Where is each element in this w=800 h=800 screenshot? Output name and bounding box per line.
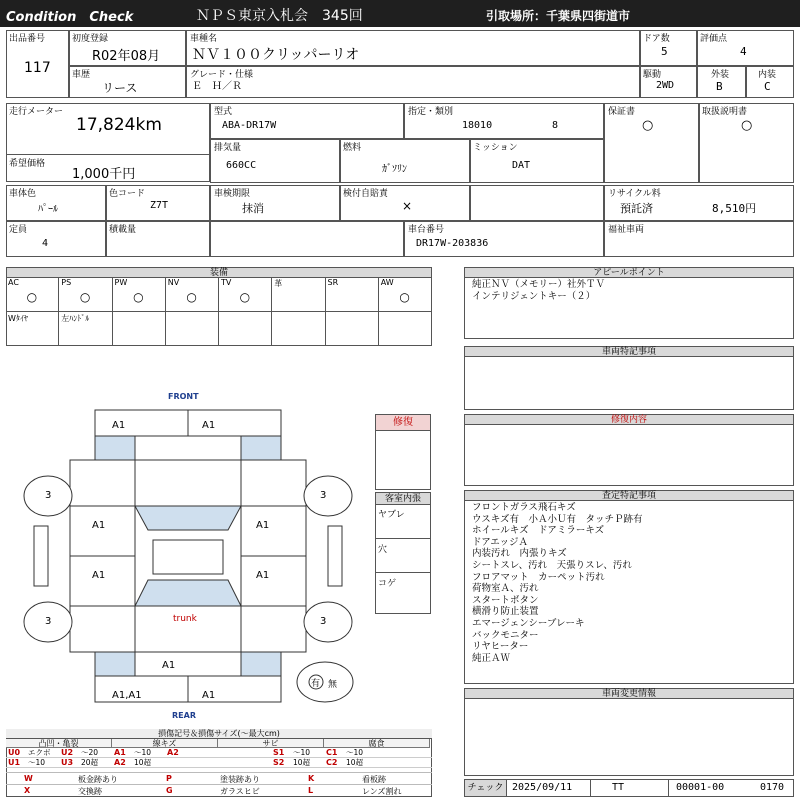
int-value: C [764, 80, 771, 93]
warranty-label: 保証書 [608, 107, 636, 117]
legend-head-1: 線キズ [112, 739, 218, 748]
spec-value-1: 18010 [462, 120, 493, 131]
legend-code: A1 [114, 748, 126, 757]
ari-label: 有 [311, 679, 321, 689]
legend-code: L [308, 786, 314, 795]
legend-cell [324, 748, 432, 758]
tax-value: × [402, 199, 413, 213]
footer-divider-1 [590, 780, 591, 796]
text-line: ドアエッジＡ [472, 536, 529, 548]
legend-code: S2 [273, 758, 285, 767]
warranty-value: ○ [642, 118, 654, 133]
legend-desc: 20超 [81, 758, 99, 767]
text-line: インテリジェントキー（２） [472, 290, 596, 302]
equipment-row2-cell-6 [326, 312, 379, 346]
text-line: ウスキズ有 小Ａ小Ｕ有 タッチＰ跡有 [472, 513, 643, 525]
doors-label: ドア数 [643, 34, 670, 44]
equipment-mark: ○ [133, 290, 144, 304]
legend-desc: 交換跡 [78, 787, 102, 796]
legend-cell [6, 758, 59, 768]
equipment-code: TV [221, 278, 232, 287]
model-label: 型式 [214, 107, 233, 117]
equipment-grid [6, 278, 432, 346]
text-line: 内装汚れ 内張りキズ [472, 548, 567, 560]
ext-label: 外装 [711, 70, 730, 80]
legend-head-3: 腐食 [324, 739, 430, 748]
doors-value: 5 [661, 45, 668, 58]
equipment-row2-cell-1 [59, 312, 112, 346]
cc-value: 660CC [226, 160, 257, 171]
wheel-mark-fl: 3 [45, 490, 52, 501]
mark-right-front: A1 [256, 520, 270, 531]
tax-label: 検付自賠責 [343, 189, 389, 199]
legend-cell [165, 758, 271, 768]
equipment-code: AC [8, 278, 19, 287]
mark-left-rear: A1 [92, 570, 106, 581]
equipment-row2-cell-7 [379, 312, 432, 346]
footer-divider-2 [668, 780, 669, 796]
welfare-label: 福祉車両 [608, 225, 645, 235]
reg-value: R02年08月 [92, 49, 161, 64]
manual-value: ○ [741, 118, 753, 133]
legend-cell [6, 784, 148, 796]
text-line: フロアマット カーペット汚れ [472, 571, 605, 583]
equipment-row2-cell-5 [272, 312, 325, 346]
legend-code: U1 [8, 758, 21, 767]
appeal-lines [472, 279, 605, 302]
interior-divider-2 [376, 572, 430, 573]
inspection-lines [472, 502, 643, 664]
int-label: 内装 [758, 70, 777, 80]
legend-code: W [24, 774, 33, 783]
legend-cell [324, 758, 432, 768]
legend-code: A2 [114, 758, 126, 767]
legend-desc: 看板跡 [362, 775, 386, 784]
nashi-label: 無 [328, 680, 338, 690]
model-value: ABA-DR17W [222, 120, 277, 131]
name-label: 車種名 [190, 34, 218, 44]
fuel-label: 燃料 [343, 143, 362, 153]
equipment-mark: ○ [26, 290, 38, 304]
chassis-value: DR17W-203836 [416, 238, 489, 249]
legend-desc: 塗装跡あり [220, 775, 260, 784]
seats-value: 4 [42, 238, 49, 249]
legend-desc: ～10 [134, 748, 152, 757]
interior-item-2: コゲ [378, 579, 397, 589]
text-line: フロントガラス飛石キズ [472, 502, 576, 513]
text-line: バックモニター [472, 629, 539, 641]
legend-desc: 10超 [346, 758, 364, 767]
score-value: 4 [740, 45, 747, 58]
legend-cell [165, 748, 271, 758]
legend-cell [290, 772, 432, 784]
footer-staff: TT [612, 782, 625, 793]
equipment-code: PS [61, 278, 72, 287]
pickup-location: 引取場所：千葉県四街道市 [486, 9, 631, 23]
equipment-cell-7 [379, 278, 432, 312]
mission-value: DAT [512, 160, 531, 171]
legend-desc: ～10 [346, 748, 364, 757]
legend-cell [290, 784, 432, 796]
legend-code: K [308, 774, 315, 783]
color-value: ﾊﾟｰﾙ [38, 204, 58, 215]
legend-code: C1 [326, 748, 338, 757]
history-label: 車歴 [72, 70, 91, 80]
equipment-row2-label: Wﾀｲﾔ [8, 314, 28, 323]
equipment-code: 革 [274, 279, 283, 288]
recycle-amount: 8,510円 [712, 202, 757, 215]
cc-label: 排気量 [214, 143, 242, 153]
equipment-mark: ○ [239, 290, 251, 304]
color-code-label: 色コード [109, 189, 146, 199]
reg-label: 初度登録 [72, 34, 109, 44]
color-code-value: Z7T [150, 200, 169, 211]
legend-desc: 10超 [134, 758, 152, 767]
equipment-row2-cell-4 [219, 312, 272, 346]
legend-title: 損傷記号＆損傷サイズ(～最大cm) [6, 729, 432, 739]
equipment-row2-cell-2 [113, 312, 166, 346]
equipment-title: 装備 [7, 268, 431, 278]
fuel-value: ｶﾞｿﾘﾝ [382, 164, 407, 175]
ext-value: B [716, 80, 723, 93]
legend-cell [148, 784, 290, 796]
mark-top-right: A1 [202, 420, 216, 431]
inspect-label: 車検期限 [214, 189, 251, 199]
diagram-rear-label: REAR [172, 711, 196, 720]
equipment-cell-1 [59, 278, 112, 312]
text-line: 純正ＡＷ [472, 652, 511, 664]
legend-head-0: 凸凹・亀裂 [6, 739, 112, 748]
mark-left-front: A1 [92, 520, 106, 531]
grade-box [186, 66, 640, 98]
lot-label: 出品番号 [9, 34, 46, 44]
legend-cell [148, 772, 290, 784]
inspect-value: 抹消 [242, 202, 264, 215]
wheel-mark-rl: 3 [45, 616, 52, 627]
changes-box [464, 688, 794, 776]
legend-code: G [166, 786, 173, 795]
car-name: ＮＶ１００クリッパーリオ [192, 47, 360, 63]
text-line: 純正ＮＶ（メモリー）社外ＴＶ [472, 279, 606, 290]
load-label: 積載量 [109, 225, 137, 235]
manual-label: 取扱説明書 [702, 107, 748, 117]
blank-box [210, 221, 404, 257]
equipment-row2-cell-0 [6, 312, 59, 346]
inspection-title: 査定特記事項 [465, 491, 793, 501]
text-line: リヤヒーター [472, 641, 529, 653]
grade-label: グレード・仕様 [190, 70, 254, 80]
footer-date: 2025/09/11 [512, 782, 573, 793]
legend-code: P [166, 774, 172, 783]
equipment-cell-0 [6, 278, 59, 312]
equipment-cell-4 [219, 278, 272, 312]
legend-desc: ～20 [81, 748, 99, 757]
legend-code: U3 [61, 758, 74, 767]
legend-desc: 板金跡あり [78, 775, 118, 784]
history-value: リース [102, 81, 138, 95]
equipment-row2-label: 左ﾊﾝﾄﾞﾙ [61, 314, 90, 323]
recycle-status: 預託済 [620, 202, 653, 215]
wheel-mark-rr: 3 [320, 616, 327, 627]
equipment-cell-6 [326, 278, 379, 312]
price-label: 希望価格 [9, 159, 46, 169]
interior-item-1: 穴 [378, 545, 388, 555]
odo-value: 17,824km [76, 115, 162, 135]
legend-code: U0 [8, 748, 21, 757]
color-label: 車体色 [9, 189, 37, 199]
drive-value: 2WD [656, 80, 675, 91]
legend-cell [6, 772, 148, 784]
chassis-label: 車台番号 [408, 225, 445, 235]
lot-number: 117 [24, 60, 51, 76]
legend-code: X [24, 786, 31, 795]
text-line: ホイールキズ ドアミラーキズ [472, 525, 605, 537]
legend-code: A2 [167, 748, 179, 757]
spec-value-2: 8 [552, 120, 559, 131]
equipment-cell-5 [272, 278, 325, 312]
equipment-cell-3 [166, 278, 219, 312]
mark-rear-lower-left: A1,A1 [112, 690, 142, 701]
header-title: Condition Check [6, 10, 134, 25]
legend-cell [112, 748, 165, 758]
mark-right-rear: A1 [256, 570, 270, 581]
interior-title: 客室内張 [376, 493, 430, 505]
legend-cell [271, 748, 324, 758]
special-title: 車両特記事項 [465, 347, 793, 357]
interior-item-0: ヤブレ [378, 510, 405, 520]
equipment-cell-2 [113, 278, 166, 312]
equipment-code: PW [114, 278, 128, 287]
legend-desc: レンズ割れ [362, 787, 402, 796]
wheel-mark-fr: 3 [320, 490, 327, 501]
tax-box-2 [470, 185, 604, 221]
equipment-mark: ○ [79, 290, 91, 304]
legend-code: U2 [61, 748, 74, 757]
legend-desc: 10超 [293, 758, 311, 767]
car-diagram [20, 400, 370, 710]
legend-desc: ～10 [293, 748, 311, 757]
equipment-row2-cell-3 [166, 312, 219, 346]
equipment-code: SR [327, 278, 339, 287]
auction-name: ＮＰＳ東京入札会 345回 [196, 8, 363, 24]
score-label: 評価点 [700, 34, 728, 44]
text-line: スタートボタン [472, 594, 539, 606]
legend-desc: エクボ [28, 748, 51, 757]
legend-cell [59, 758, 112, 768]
mark-rear-lower-right: A1 [202, 690, 216, 701]
repair-content-title: 修復内容 [465, 415, 793, 425]
changes-title: 車両変更情報 [465, 689, 793, 699]
interior-divider-1 [376, 538, 430, 539]
legend-code: C2 [326, 758, 338, 767]
equipment-code: AW [380, 278, 394, 287]
text-line: シートスレ、汚れ 天張りスレ、汚れ [472, 559, 632, 571]
trunk-label: trunk [173, 614, 197, 624]
equipment-mark: ○ [399, 290, 410, 304]
spec-label: 指定・類別 [408, 107, 454, 117]
diagram-front-label: FRONT [168, 392, 199, 401]
recycle-label: リサイクル料 [608, 189, 661, 199]
text-line: 横滑り防止装置 [472, 606, 539, 618]
footer-check-label: チェック [465, 780, 507, 796]
text-line: エマージェンシーブレーキ [472, 617, 585, 629]
mark-rear-upper: A1 [162, 660, 176, 671]
legend-grid [6, 739, 432, 797]
text-line: 荷物室Ａ、汚れ [472, 583, 539, 595]
repair-label: 修復 [376, 415, 430, 431]
footer-code-1: 00001-00 [676, 782, 725, 793]
legend-cell [6, 748, 59, 758]
odo-label: 走行メーター [9, 107, 64, 117]
legend-cell [59, 748, 112, 758]
legend-cell [271, 758, 324, 768]
legend-cell [112, 758, 165, 768]
equipment-code: NV [167, 278, 180, 287]
grade-value: Ｅ Ｈ／Ｒ [192, 81, 242, 92]
legend-desc: ガラスヒビ [220, 787, 260, 796]
legend-code: S1 [273, 748, 285, 757]
equipment-mark: ○ [186, 290, 197, 304]
appeal-title: アピールポイント [465, 268, 793, 278]
mark-top-left: A1 [112, 420, 126, 431]
seats-label: 定員 [9, 225, 28, 235]
footer-code-2: 0170 [760, 782, 785, 793]
legend-head-2: サビ [218, 739, 324, 748]
price-value: 1,000千円 [72, 167, 136, 182]
legend-desc: ～10 [28, 758, 46, 767]
mission-label: ミッション [473, 143, 518, 153]
drive-label: 駆動 [643, 70, 662, 80]
